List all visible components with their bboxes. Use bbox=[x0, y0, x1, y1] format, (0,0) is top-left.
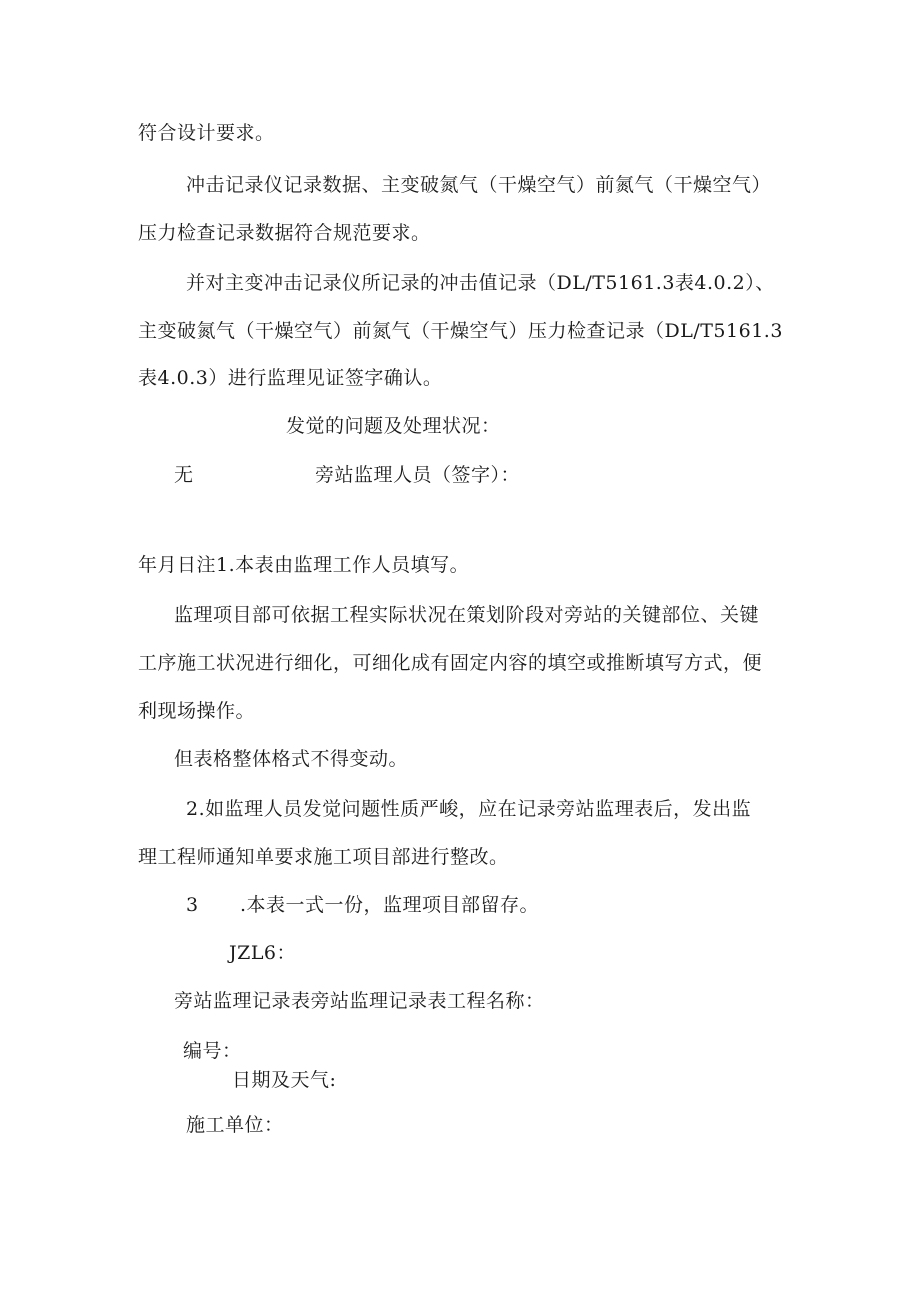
text-line: 监理项目部可依据工程实际状况在策划阶段对旁站的关键部位、关键 bbox=[174, 604, 760, 626]
text-line: 3 bbox=[186, 894, 199, 916]
text-line: JZL6： bbox=[229, 942, 297, 964]
text-line: 旁站监理记录表旁站监理记录表工程名称： bbox=[174, 990, 545, 1012]
text-line: 利现场操作。 bbox=[138, 700, 256, 722]
text-line: 并对主变冲击记录仪所记录的冲击值记录（DL/T5161.3表4.0.2）、 bbox=[186, 272, 775, 294]
text-line: 施工单位： bbox=[186, 1114, 284, 1136]
text-line: 理工程师通知单要求施工项目部进行整改。 bbox=[138, 846, 509, 868]
text-line: 日期及天气: bbox=[232, 1069, 337, 1091]
text-line: .本表一式一份，监理项目部留存。 bbox=[240, 894, 540, 916]
text-line: 冲击记录仪记录数据、主变破氮气（干燥空气）前氮气（干燥空气） bbox=[186, 174, 772, 196]
text-line: 旁站监理人员（签字）： bbox=[315, 464, 521, 486]
text-line: 年月日注1.本表由监理工作人员填写。 bbox=[138, 554, 470, 576]
text-line: 主变破氮气（干燥空气）前氮气（干燥空气）压力检查记录（DL/T5161.3 bbox=[138, 320, 783, 342]
text-line: 无 bbox=[174, 464, 194, 486]
text-line: 发觉的问题及处理状况： bbox=[286, 415, 501, 437]
text-line: 工序施工状况进行细化，可细化成有固定内容的填空或推断填写方式，便 bbox=[138, 652, 763, 674]
text-line: 编号： bbox=[183, 1040, 242, 1062]
text-line: 压力检查记录数据符合规范要求。 bbox=[138, 222, 431, 244]
text-line: 但表格整体格式不得变动。 bbox=[174, 748, 409, 770]
text-line: 2.如监理人员发觉问题性质严峻，应在记录旁站监理表后，发出监 bbox=[186, 798, 752, 820]
text-line: 符合设计要求。 bbox=[138, 122, 275, 144]
text-line: 表4.0.3）进行监理见证签字确认。 bbox=[138, 367, 443, 389]
